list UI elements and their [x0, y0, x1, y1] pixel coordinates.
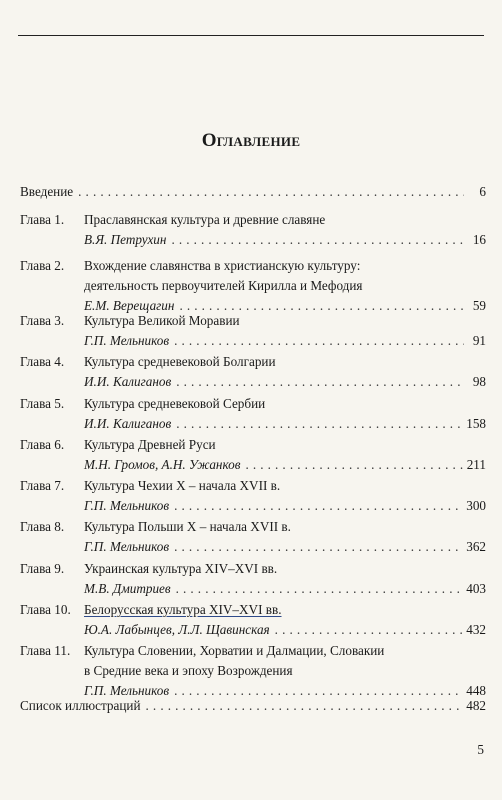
dot-leader — [146, 696, 463, 716]
toc-row — [0, 600, 502, 620]
toc-entry-chapter-9 — [0, 559, 502, 599]
chapter-title: Белорусская культура XIV–XVI вв. — [84, 602, 282, 617]
toc-row — [0, 394, 502, 414]
toc-entry-chapter-7 — [0, 476, 502, 516]
chapter-author: Е.М. Верещагин — [84, 298, 175, 313]
dot-leader — [174, 537, 462, 557]
chapter-title-continued: деятельность первоучителей Кирилла и Мефодия — [84, 278, 363, 293]
dot-leader — [78, 182, 464, 202]
toc-row — [0, 230, 502, 250]
dot-leader — [176, 414, 462, 434]
toc-row — [0, 641, 502, 661]
entry-label: Список иллюстраций — [20, 698, 141, 713]
chapter-author: Г.П. Мельников — [84, 498, 170, 513]
chapter-author: И.И. Калиганов — [84, 416, 172, 431]
toc-row — [0, 331, 502, 351]
chapter-author: Ю.А. Лабынцев, Л.Л. Щавинская — [84, 622, 270, 637]
chapter-author: М.В. Дмитриев — [84, 581, 171, 596]
dot-leader — [171, 230, 464, 250]
chapter-title: Культура Великой Моравии — [84, 313, 240, 328]
chapter-author: Г.П. Мельников — [84, 539, 170, 554]
chapter-title: Культура Польши X – начала XVII в. — [84, 519, 291, 534]
page-ref: 6 — [479, 184, 486, 199]
chapter-title: Культура Древней Руси — [84, 437, 216, 452]
toc-row — [0, 559, 502, 579]
page-ref: 482 — [466, 698, 486, 713]
page-ref: 403 — [466, 581, 486, 596]
chapter-label: Глава 3. — [20, 313, 65, 328]
toc-row — [0, 182, 502, 202]
chapter-label: Глава 9. — [20, 561, 65, 576]
page-ref: 300 — [466, 498, 486, 513]
chapter-title: Культура Словении, Хорватии и Далмации, Словакии — [84, 643, 385, 658]
chapter-author: В.Я. Петрухин — [84, 232, 167, 247]
toc-entry-chapter-8 — [0, 517, 502, 557]
page-ref: 91 — [472, 333, 486, 348]
toc-entry-chapter-3 — [0, 311, 502, 351]
chapter-label: Глава 4. — [20, 354, 65, 369]
page-ref: 432 — [466, 622, 486, 637]
toc-row — [0, 579, 502, 599]
toc-row — [0, 537, 502, 557]
toc-row — [0, 661, 502, 681]
toc-entry-chapter-11 — [0, 641, 502, 701]
toc-row — [0, 414, 502, 434]
toc-row — [0, 276, 502, 296]
toc-row — [0, 435, 502, 455]
chapter-title: Культура средневековой Сербии — [84, 396, 266, 411]
toc-entry-chapter-2 — [0, 256, 502, 316]
chapter-label: Глава 8. — [20, 519, 65, 534]
chapter-label: Глава 10. — [20, 602, 71, 617]
chapter-author: Г.П. Мельников — [84, 683, 170, 698]
dot-leader — [275, 620, 463, 640]
entry-label: Введение — [20, 184, 74, 199]
toc-row — [0, 352, 502, 372]
toc-row — [0, 372, 502, 392]
page-ref: 98 — [472, 374, 486, 389]
dot-leader — [176, 372, 464, 392]
toc-entry-illustrations — [0, 696, 502, 716]
dot-leader — [174, 496, 462, 516]
chapter-label: Глава 1. — [20, 212, 65, 227]
toc-row — [0, 210, 502, 230]
page-ref: 59 — [472, 298, 486, 313]
toc-row — [0, 620, 502, 640]
dot-leader — [176, 579, 463, 599]
chapter-label: Глава 11. — [20, 643, 71, 658]
chapter-title: Праславянская культура и древние славяне — [84, 212, 326, 227]
chapter-label: Глава 5. — [20, 396, 65, 411]
page-ref: 448 — [466, 683, 486, 698]
chapter-author: И.И. Калиганов — [84, 374, 172, 389]
toc-row — [0, 696, 502, 716]
chapter-title: Украинская культура XIV–XVI вв. — [84, 561, 278, 576]
page-title: Оглавление — [201, 130, 301, 151]
toc-row — [0, 311, 502, 331]
toc-row — [0, 455, 502, 475]
chapter-title-continued: в Средние века и эпоху Возрождения — [84, 663, 293, 678]
toc-entry-chapter-4 — [0, 352, 502, 392]
chapter-label: Глава 6. — [20, 437, 65, 452]
toc-entry-chapter-1 — [0, 210, 502, 250]
page-number: 5 — [477, 742, 484, 757]
dot-leader — [174, 331, 464, 351]
toc-row — [0, 496, 502, 516]
chapter-label: Глава 2. — [20, 258, 65, 273]
toc-entry-chapter-10 — [0, 600, 502, 640]
toc-entry-chapter-6 — [0, 435, 502, 475]
chapter-title: Вхождение славянства в христианскую культуру: — [84, 258, 361, 273]
page-ref: 158 — [466, 416, 486, 431]
chapter-author: М.Н. Громов, А.Н. Ужанков — [84, 457, 241, 472]
toc-row — [0, 517, 502, 537]
chapter-label: Глава 7. — [20, 478, 65, 493]
page-ref: 16 — [472, 232, 486, 247]
chapter-author: Г.П. Мельников — [84, 333, 170, 348]
chapter-title: Культура средневековой Болгарии — [84, 354, 276, 369]
page-ref: 362 — [466, 539, 486, 554]
toc-row — [0, 476, 502, 496]
top-rule — [18, 35, 484, 36]
dot-leader — [245, 455, 462, 475]
toc-entry-chapter-5 — [0, 394, 502, 434]
toc-row — [0, 256, 502, 276]
toc-entry-intro — [0, 182, 502, 202]
page-ref: 211 — [466, 457, 486, 472]
chapter-title: Культура Чехии X – начала XVII в. — [84, 478, 281, 493]
